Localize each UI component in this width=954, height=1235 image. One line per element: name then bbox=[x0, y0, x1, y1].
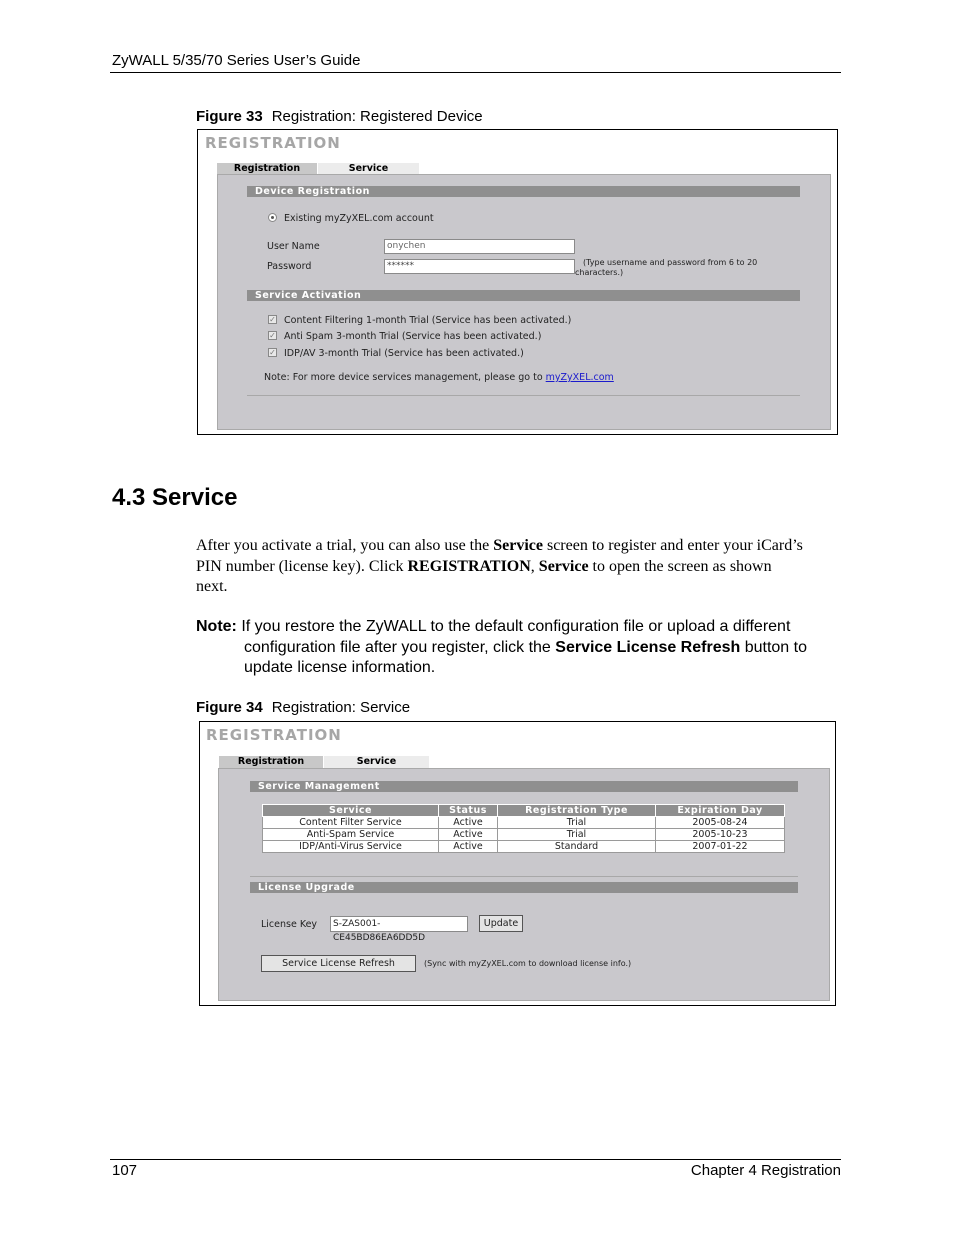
myzyxel-link[interactable]: myZyXEL.com bbox=[545, 372, 614, 383]
anti-spam-label: Anti Spam 3-month Trial (Service has been activated.) bbox=[284, 331, 542, 342]
idp-av-label: IDP/AV 3-month Trial (Service has been activated.) bbox=[284, 348, 524, 359]
header-rule bbox=[110, 72, 841, 73]
figure-33-screenshot bbox=[197, 129, 838, 435]
footer-rule bbox=[110, 1159, 841, 1160]
cell-status: Active bbox=[439, 841, 498, 853]
note-text: button to bbox=[740, 638, 807, 656]
chapter-label: Chapter 4 Registration bbox=[690, 1162, 841, 1179]
divider bbox=[247, 395, 800, 396]
para-text: screen to register and enter your iCard’s bbox=[542, 537, 803, 554]
figure-33-title: Registration: Registered Device bbox=[271, 108, 483, 125]
tab-service[interactable]: Service bbox=[318, 163, 419, 174]
paragraph-line-2 bbox=[196, 557, 856, 578]
para-bold: REGISTRATION bbox=[407, 557, 531, 575]
page-number: 107 bbox=[112, 1162, 138, 1179]
services-note-text: Note: For more device services management, please go to bbox=[264, 372, 546, 383]
content-filtering-label: Content Filtering 1-month Trial (Service has been activated.) bbox=[284, 315, 572, 326]
cell-status: Active bbox=[439, 829, 498, 841]
content-filtering-checkbox: ✓ bbox=[269, 315, 276, 324]
note-line-3: update license information. bbox=[244, 659, 436, 676]
col-expiration-day: Expiration Day bbox=[656, 805, 785, 817]
cell-service: Anti-Spam Service bbox=[263, 829, 439, 841]
tab-service[interactable]: Service bbox=[324, 756, 429, 768]
note-bold: Service License Refresh bbox=[555, 638, 741, 656]
refresh-hint: (Sync with myZyXEL.com to download license info.) bbox=[424, 959, 632, 968]
table-row bbox=[263, 841, 785, 853]
note-line-2 bbox=[196, 638, 856, 659]
device-registration-heading: Device Registration bbox=[247, 186, 800, 197]
tab-registration[interactable]: Registration bbox=[219, 756, 323, 768]
figure-33-caption bbox=[196, 108, 483, 125]
password-label: Password bbox=[267, 261, 312, 272]
username-label: User Name bbox=[267, 241, 320, 252]
cell-registration-type: Trial bbox=[498, 817, 656, 829]
idp-av-checkbox: ✓ bbox=[269, 348, 276, 357]
para-bold: Service bbox=[493, 537, 543, 554]
license-key-input[interactable]: S-ZAS001-CE45BD86EA6DD5D bbox=[330, 916, 468, 932]
section-heading: 4.3 Service bbox=[112, 484, 238, 511]
service-panel bbox=[218, 768, 830, 1001]
figure-34-screenshot bbox=[199, 721, 836, 1006]
service-management-heading: Service Management bbox=[250, 781, 798, 792]
tab-registration[interactable]: Registration bbox=[217, 163, 317, 174]
username-input[interactable]: onychen bbox=[384, 239, 575, 254]
col-service: Service bbox=[263, 805, 439, 817]
credentials-hint-1: (Type username and password from 6 to 20 bbox=[583, 258, 758, 267]
cell-registration-type: Trial bbox=[498, 829, 656, 841]
figure-34-caption bbox=[196, 699, 410, 716]
figure-33-label: Figure 33 bbox=[196, 108, 263, 125]
service-license-refresh-button[interactable]: Service License Refresh bbox=[261, 955, 416, 972]
note-text: If you restore the ZyWALL to the default configuration file or upload a different bbox=[236, 618, 791, 635]
section-paragraph bbox=[196, 536, 856, 598]
password-input[interactable]: ****** bbox=[384, 259, 575, 274]
existing-account-radio[interactable] bbox=[268, 213, 277, 222]
table-row bbox=[263, 829, 785, 841]
para-text: After you activate a trial, you can also use the bbox=[196, 537, 494, 554]
table-row bbox=[263, 817, 785, 829]
credentials-hint-2: characters.) bbox=[575, 268, 624, 277]
paragraph-line-1 bbox=[196, 536, 856, 557]
services-note bbox=[264, 372, 614, 383]
col-registration-type: Registration Type bbox=[498, 805, 656, 817]
para-text: PIN number (license key). Click bbox=[196, 557, 408, 575]
para-text: , bbox=[530, 557, 539, 575]
cell-expiration-day: 2007-01-22 bbox=[656, 841, 785, 853]
table-header-row bbox=[263, 805, 785, 817]
divider bbox=[250, 876, 798, 877]
col-status: Status bbox=[439, 805, 498, 817]
cell-status: Active bbox=[439, 817, 498, 829]
note-text: configuration file after you register, click the bbox=[244, 638, 556, 656]
cell-expiration-day: 2005-10-23 bbox=[656, 829, 785, 841]
service-table bbox=[262, 804, 785, 853]
cell-service: Content Filter Service bbox=[263, 817, 439, 829]
service-activation-heading: Service Activation bbox=[247, 290, 800, 301]
note-block bbox=[196, 617, 856, 679]
note-label: Note: bbox=[196, 618, 237, 635]
existing-account-label: Existing myZyXEL.com account bbox=[284, 213, 434, 224]
license-key-label: License Key bbox=[261, 919, 318, 930]
cell-expiration-day: 2005-08-24 bbox=[656, 817, 785, 829]
paragraph-line-3: next. bbox=[196, 578, 228, 595]
update-button[interactable]: Update bbox=[479, 915, 523, 932]
running-header: ZyWALL 5/35/70 Series User’s Guide bbox=[112, 52, 361, 69]
note-line-1 bbox=[196, 617, 856, 638]
screen-title: REGISTRATION bbox=[205, 134, 341, 152]
para-bold: Service bbox=[538, 557, 589, 575]
license-upgrade-heading: License Upgrade bbox=[250, 882, 798, 893]
cell-service: IDP/Anti-Virus Service bbox=[263, 841, 439, 853]
cell-registration-type: Standard bbox=[498, 841, 656, 853]
figure-34-label: Figure 34 bbox=[196, 699, 263, 716]
figure-34-title: Registration: Service bbox=[271, 699, 411, 716]
anti-spam-checkbox: ✓ bbox=[269, 331, 276, 340]
registration-panel bbox=[217, 174, 831, 430]
para-text: to open the screen as shown bbox=[588, 557, 772, 575]
screen-title: REGISTRATION bbox=[206, 726, 342, 744]
